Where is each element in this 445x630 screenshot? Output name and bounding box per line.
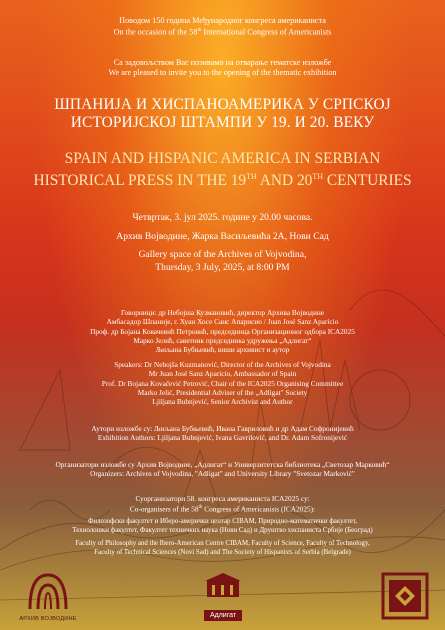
header-invitation	[0, 58, 445, 79]
speaker-line: Марко Јелић, саветник председника удружења „Адлигат“	[133, 335, 312, 345]
archives-logo-caption: АРХИВ ВОЈВОДИНЕ	[19, 616, 77, 622]
speaker-line: Marko Jelić, Presidential Adviser of the „Adligat" Society	[137, 387, 308, 397]
speaker-line: Ljiljana Bubnjević, Senior Archivist and Author	[152, 397, 293, 407]
university-library-logo-icon	[381, 572, 429, 620]
title-serbian-line1: ШПАНИЈА И ХИСПАНОАМЕРИКА У СРПСКОЈ	[54, 96, 391, 113]
title-serbian	[0, 96, 445, 132]
adligat-logo	[188, 571, 258, 622]
speaker-line: Speakers: Dr Nebojša Kuzmanović, Director of the Archives of Vojvodina	[114, 360, 331, 369]
header-occasion	[0, 16, 445, 39]
coorganizers-list-en	[0, 540, 445, 557]
title-english	[0, 150, 445, 190]
event-place-sr: Архив Војводине, Жарка Васиљевића 2А, Нови Сад	[116, 230, 329, 242]
title-serbian-line2: ИСТОРИЈСКОЈ ШТАМПИ У 19. И 20. ВЕКУ	[70, 114, 375, 131]
header-occasion-sr: Поводом 150 година Међународног конгреса американиста	[119, 16, 326, 25]
speaker-line: Prof. Dr Bojana Kovačević Petrović, Chair of the ICA2025 Organising Committee	[101, 378, 344, 388]
organizers-en: Organizers: Archives of Vojvodina, "Adligat" and University Library "Svetozar Marković"	[90, 469, 355, 479]
coorganizers-sr: Суорганизатори 58. конгреса американиста ICA2025 су:	[135, 494, 310, 503]
exhibition-authors	[0, 424, 445, 443]
coorganizers-list-line: Технолошки факултет, Факултет техничких наука (Нови Сад) и Друштво хиспаниста Србије (Београд)	[72, 526, 373, 534]
coorganizers-list-line: Филозофски факултет и Иберо-амерички центар CIBAM, Природно-математички факултет,	[87, 518, 357, 525]
archives-vojvodina-logo	[18, 571, 78, 622]
title-english-line2: HISTORICAL PRESS IN THE 19TH AND 20TH CENTURIES	[33, 172, 412, 190]
event-date-sr: Четвртак, 3. јул 2025. године у 20.00 часова.	[132, 212, 313, 223]
coorganizers-list-line: Faculty of Technical Sciences (Novi Sad) and The Society of Hispanists of Serbia (Belgrade)	[94, 548, 351, 556]
speaker-line: Љиљана Бубњевић, виши архивист и аутор	[155, 345, 290, 355]
adligat-logo-caption: Адлигат	[204, 610, 242, 621]
speaker-line: Mr Juan José Sanz Aparicio, Ambassador of Spain	[148, 369, 297, 379]
exhibition-organizers	[0, 460, 445, 479]
speaker-line: Амбасадор Шпаније, г. Хуан Хосе Санс Апарисио / Juan José Sanz Aparicio	[106, 317, 339, 327]
coorganizers-list-sr	[0, 518, 445, 535]
speakers-sr	[0, 308, 445, 354]
header-invitation-en: We are pleased to invite you to the opening of the thematic exhibition	[108, 68, 337, 78]
archives-arch-icon	[26, 571, 70, 611]
adligat-building-icon	[203, 571, 243, 599]
speaker-line: Говорници: др Небојша Кузмановић, директор Архива Војводине	[120, 308, 325, 317]
coorganizers-en: Co-organisers of the 58th Congress of Americanists (ICA2025):	[129, 504, 316, 514]
speakers-en	[0, 360, 445, 406]
header-occasion-en: On the occasion of the 58th International Congress of Americanists	[113, 28, 332, 38]
title-english-line1: SPAIN AND HISPANIC AMERICA IN SERBIAN	[64, 150, 381, 167]
authors-sr: Аутори изложбе су: Љиљана Бубњевић, Ивана Гавриловић и др Адам Софронијевић	[91, 424, 354, 433]
speaker-line: Проф. др Бојана Ковачевић Петровић, председница Организационог одбора ICA2025	[90, 326, 355, 336]
event-date-en: Thursday, 3 July, 2025, at 8:00 PM	[155, 261, 290, 273]
event-place-en: Gallery space of the Archives of Vojvodina,	[138, 249, 307, 261]
event-details	[0, 212, 445, 274]
authors-en: Exhibition Authors: Ljiljana Bubnjević, Ivana Gavrilović, and Dr. Adam Sofronijević	[97, 433, 348, 443]
coorganizers-list-line: Faculty of Philosophy and the Ibero-American Centre CIBAM, Faculty of Science, Faculty of Technology,	[75, 540, 370, 547]
congress-coorganizers	[0, 494, 445, 514]
organizers-sr: Организатори изложбе су Архив Војводине, „Адлигат“ и Универзитетска библиотека „Светозар Марковић“	[55, 460, 390, 469]
header-invitation-sr: Са задовољством Вас позивамо на отварање тематске изложбе	[113, 58, 332, 67]
